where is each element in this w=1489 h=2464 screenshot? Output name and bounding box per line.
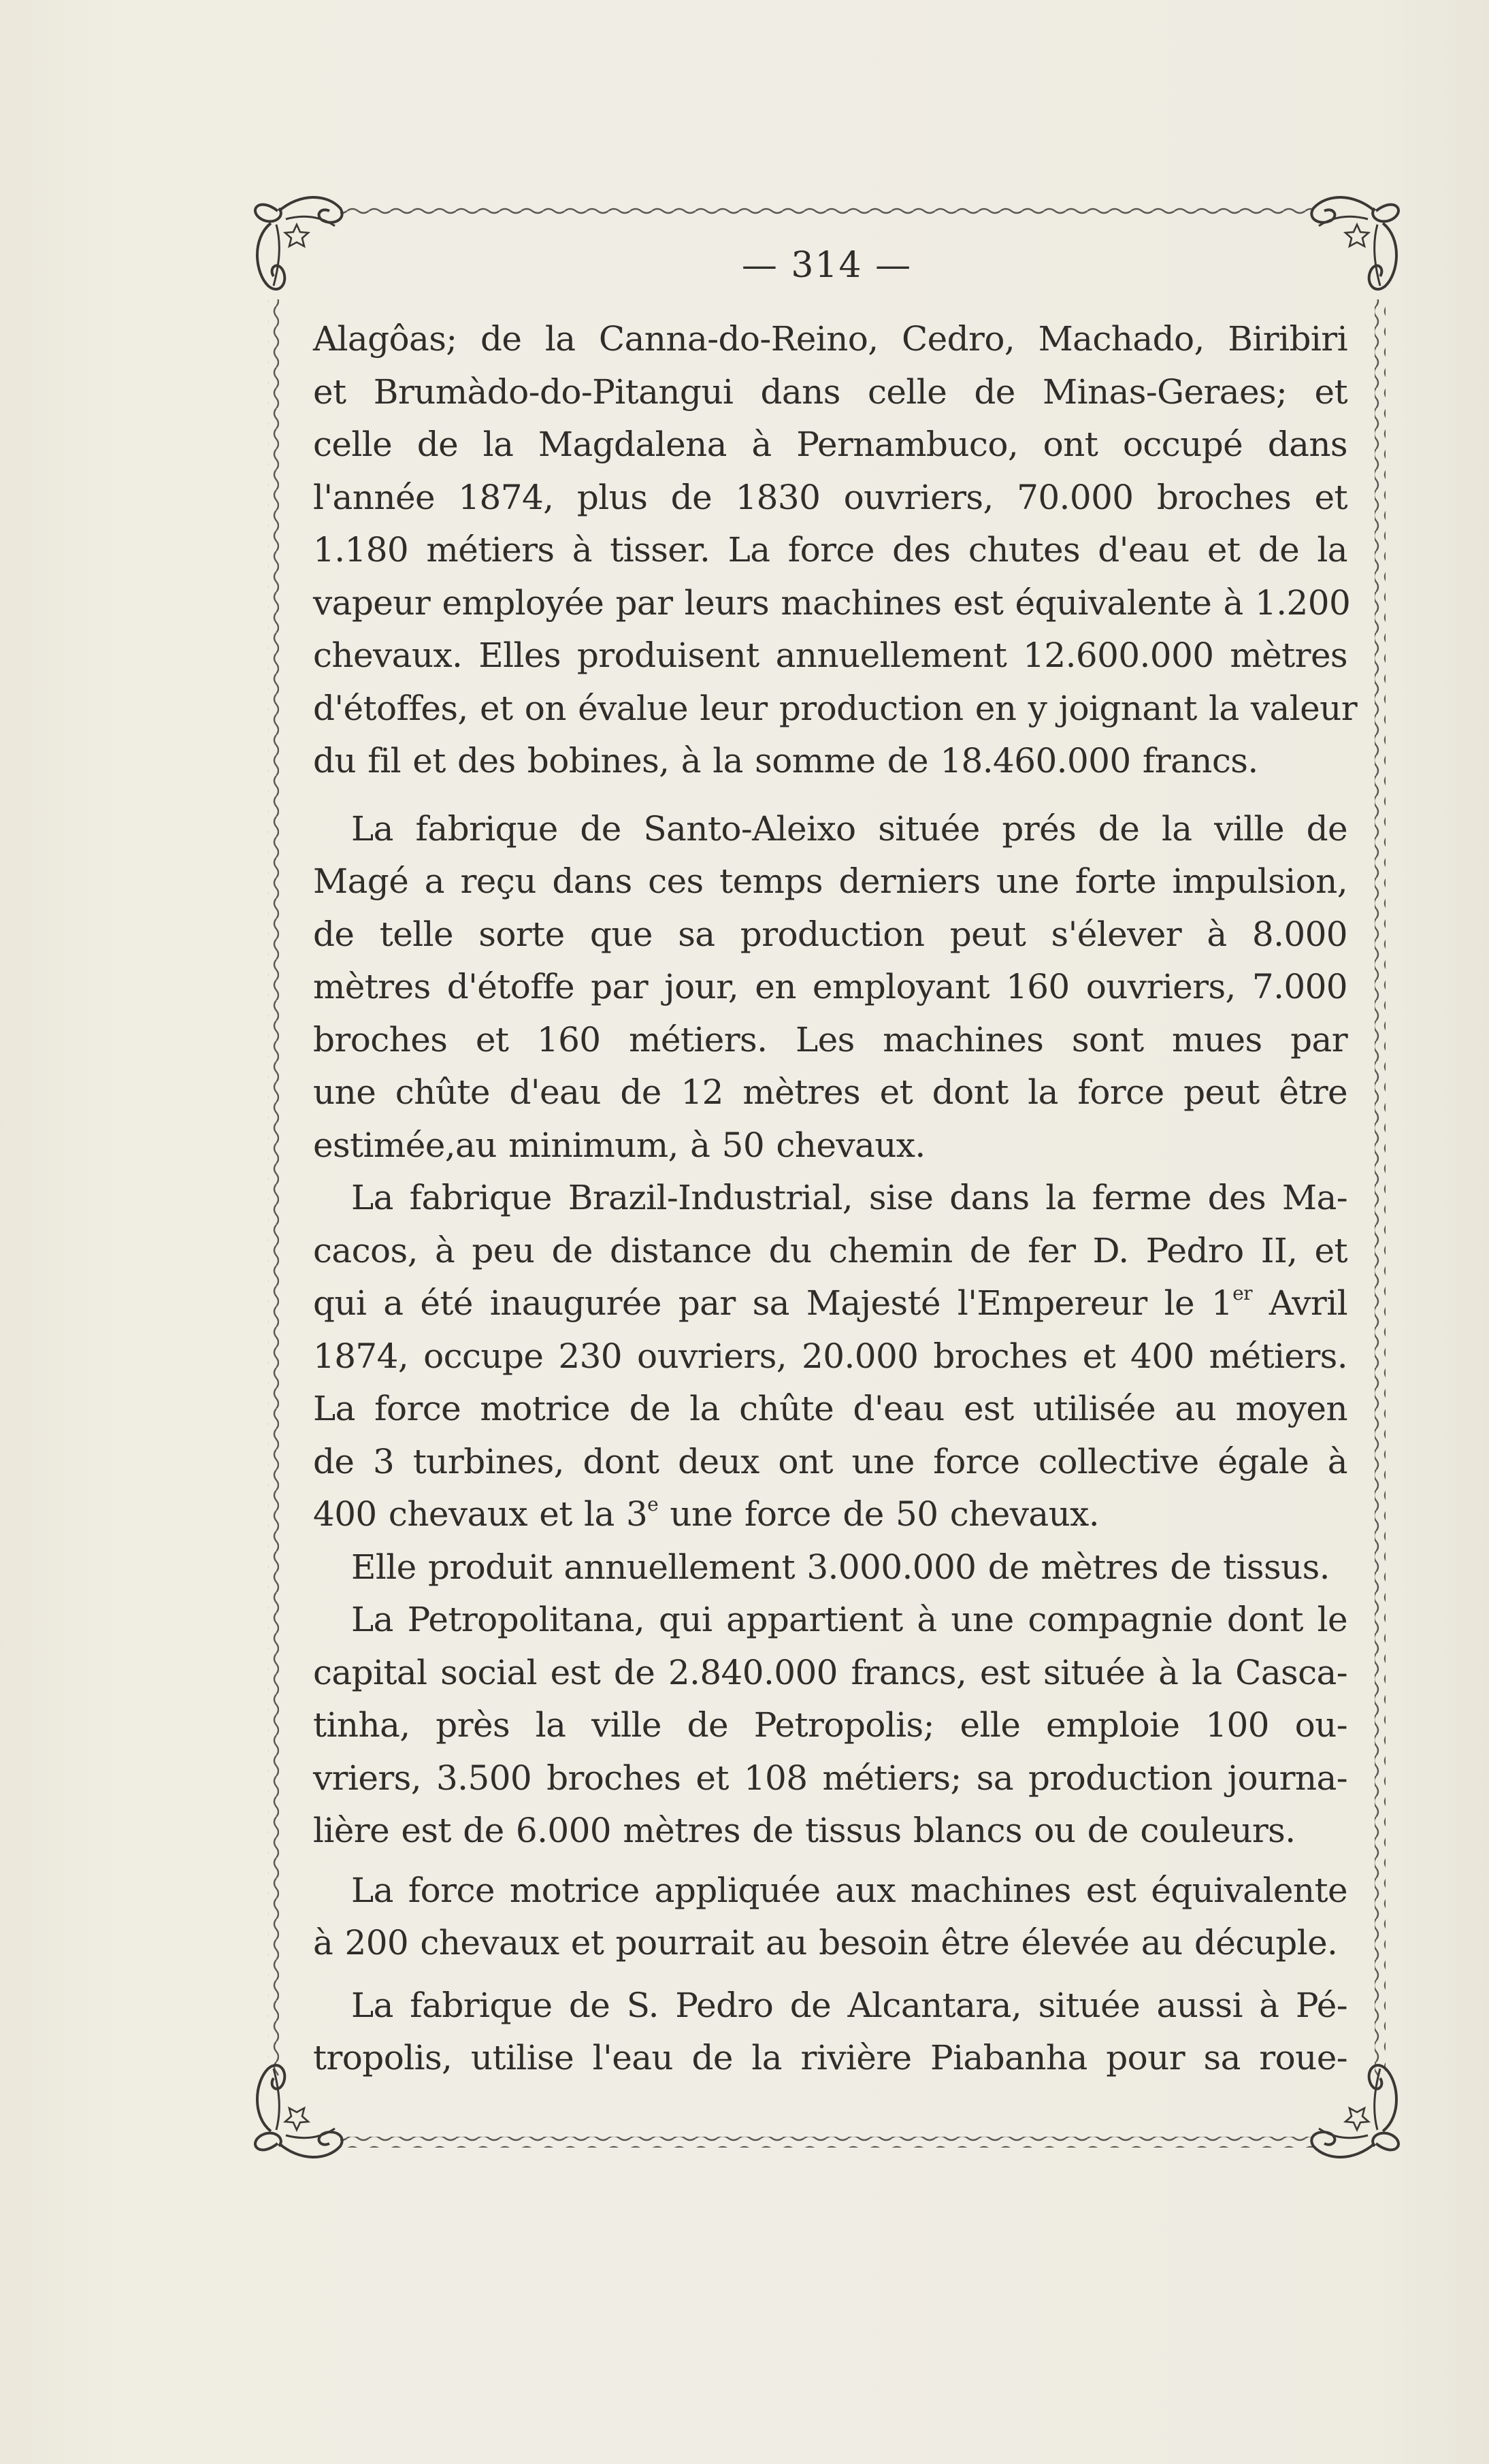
text-line: celle de la Magdalena à Pernambuco, ont occupé dans [313, 425, 1347, 464]
text-line: La Petropolitana, qui appartient à une compagnie dont le [351, 1600, 1347, 1639]
text-line: qui a été inaugurée par sa Majesté l'Empereur le 1er Avril [313, 1282, 1347, 1323]
paragraph-2 [313, 803, 1347, 1172]
page-number: — 314 — [741, 245, 913, 286]
text-line: vapeur employée par leurs machines est équivalente à 1.200 [313, 582, 1351, 623]
text-line: cacos, à peu de distance du chemin de fer D. Pedro II, et [313, 1230, 1347, 1270]
text-line: Alagôas; de la Canna-do-Reino, Cedro, Machado, Biribiri [313, 319, 1347, 359]
text-line: chevaux. Elles produisent annuellement 12.600.000 mètres [313, 636, 1347, 675]
paragraph-3 [313, 1172, 1347, 1541]
text-line: La fabrique Brazil-Industrial, sise dans la ferme des Ma- [351, 1178, 1347, 1217]
text-line: à 200 chevaux et pourrait au besoin être élevée au décuple. [313, 1923, 1338, 1962]
text-line: broches et 160 métiers. Les machines sont mues par [313, 1019, 1347, 1059]
text-line: et Brumàdo-do-Pitangui dans celle de Minas-Geraes; et [313, 372, 1347, 412]
text-line: tinha, près la ville de Petropolis; elle emploie 100 ou- [313, 1705, 1347, 1745]
text-line: estimée,au minimum, à 50 chevaux. [313, 1125, 926, 1165]
text-line: mètres d'étoffe par jour, en employant 160 ouvriers, 7.000 [313, 967, 1347, 1006]
text-line: vriers, 3.500 broches et 108 métiers; sa production journa- [313, 1758, 1347, 1798]
text-line: une chûte d'eau de 12 mètres et dont la force peut être [313, 1072, 1347, 1112]
paragraph-1 [313, 313, 1358, 788]
superscript: e [647, 1493, 659, 1515]
text-line: La force motrice de la chûte d'eau est utilisée au moyen [313, 1389, 1347, 1428]
text-line: l'année 1874, plus de 1830 ouvriers, 70.000 broches et [313, 477, 1347, 517]
text-line: lière est de 6.000 mètres de tissus blancs ou de couleurs. [313, 1811, 1296, 1850]
paragraph-5 [313, 1594, 1347, 1858]
text-line: La force motrice appliquée aux machines est équivalente [351, 1870, 1347, 1910]
text-line: capital social est de 2.840.000 francs, est située à la Casca- [313, 1652, 1347, 1692]
superscript: er [1232, 1282, 1252, 1304]
ornamental-frame [238, 184, 1416, 2171]
text-line: tropolis, utilise l'eau de la rivière Piabanha pour sa roue- [313, 2038, 1347, 2077]
text-line: du fil et des bobines, à la somme de 18.460.000 francs. [313, 741, 1258, 781]
text-line: La fabrique de S. Pedro de Alcantara, située aussi à Pé- [351, 1985, 1347, 2025]
body-text [313, 313, 1358, 2085]
paragraph-6 [313, 1865, 1347, 1970]
text-line: d'étoffes, et on évalue leur production en y joignant la valeur [313, 688, 1358, 728]
text-line: Magé a reçu dans ces temps derniers une forte impulsion, [313, 861, 1347, 901]
text-line: de telle sorte que sa production peut s'élever à 8.000 [313, 914, 1347, 954]
text-line: La fabrique de Santo-Aleixo située prés de la ville de [351, 808, 1347, 849]
text-line: 400 chevaux et la 3e une force de 50 chevaux. [313, 1493, 1100, 1534]
paragraph-7 [313, 1980, 1347, 2085]
paragraph-4 [313, 1541, 1347, 1594]
text-line: 1.180 métiers à tisser. La force des chutes d'eau et de la [313, 530, 1347, 570]
text-line: Elle produit annuellement 3.000.000 de mètres de tissus. [351, 1547, 1330, 1587]
text-line: 1874, occupe 230 ouvriers, 20.000 broches et 400 métiers. [313, 1336, 1347, 1376]
text-line: de 3 turbines, dont deux ont une force collective égale à [313, 1441, 1347, 1481]
